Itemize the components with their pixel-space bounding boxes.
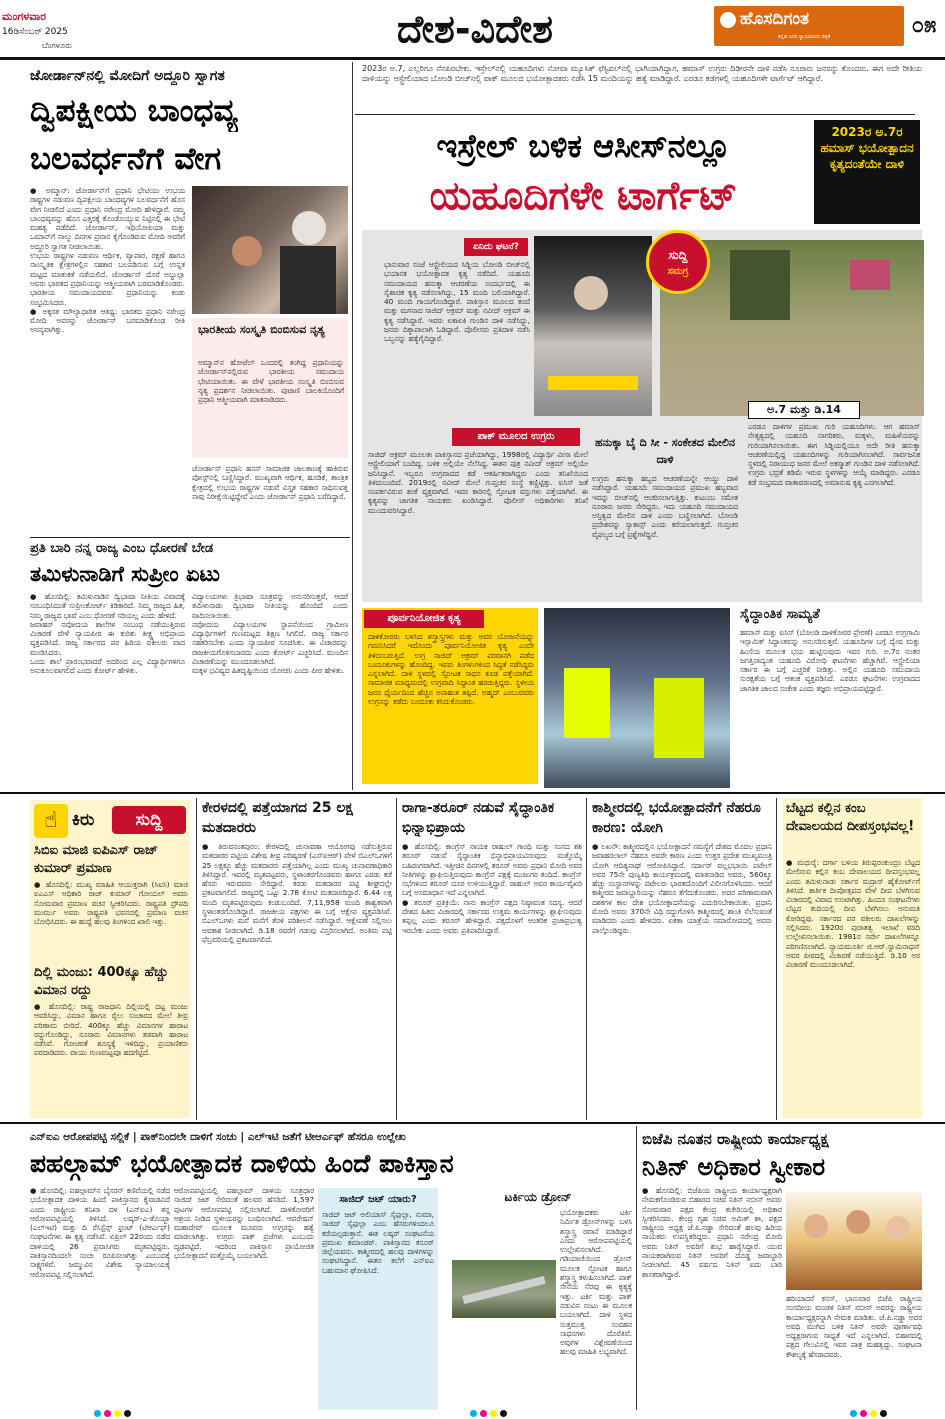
israel-hanukkah-text: ಉಗ್ರರು ಹನುಕ್ಕಾ ಹಬ್ಬದ ಆಚರಣೆಯನ್ನೇ ಆಯ್ದು ದಾಳಿ ನಡೆಸಿದ್ದಾರೆ. ಯಹೂದಿ ಸಮುದಾಯದ ಪ್ರಮುಖ ಹಬ್ಬವಾದ ಇದನ್ನು ಬೀಚ್‌ನಲ್ಲಿ ಆಚರಿಸಲಾಗುತ್ತಿತ್ತು. ಕುಟುಂಬ ಸಮೇತ ನೂರಾರು ಜನರು ಸೇರಿದ್ದರು. ಇದು ಯಹೂದಿ ಸಮುದಾಯದ ಅಸ್ತಿತ್ವದ ಮೇಲಿನ ದಾಳಿ ಎಂದು ಬಣ್ಣಿಸಲಾಗಿದೆ. ಬೋಂಡಿ ಪ್ರದೇಶವನ್ನು ಸ್ಯಾಕಾನ್ಸ್ ಎಂದು ಕರೆಯಲಾಗುತ್ತದೆ. ಗುಪ್ತಚರ ವೈಫಲ್ಯದ ಬಗ್ಗೆ ಪ್ರಶ್ನೆಗಳೆದ್ದಿವೆ.: [592, 474, 738, 539]
modi-box: [192, 318, 348, 458]
israel-ideo-title: ಸೈದ್ಧಾಂತಿಕ ಸಾಮ್ಯತೆ: [740, 607, 820, 622]
brand-name: ಹೊಸದಿಗಂತ: [740, 9, 810, 29]
temple-text: ● ಮಧುರೈ: ದರ್ಗಾ ಬಳಿಯ ತಿರುಪ್ಪರಂಕುಂದ್ರಂ ಬೆಟ್ಟದ ಮೇಲಿರುವ ಕಲ್ಲಿನ ಕಂಬ ದೇವಾಲಯದ ದೀಪಸ್ತಂಭವಲ್ಲ ಎಂದು ತಮಿಳುನಾಡು ಸರ್ಕಾರ ಮದ್ರಾಸ್ ಹೈಕೋರ್ಟ್‌ಗೆ ತಿಳಿಸಿದೆ. ಕಾರ್ತಿಕ ದೀಪೋತ್ಸವದ ವೇಳೆ ದೀಪ ಬೆಳಗಿಸುವ ವಿಚಾರದಲ್ಲಿ ವಿವಾದ ಉಂಟಾಗಿತ್ತು. ಹಿಂದೂ ಸಂಘಟನೆಗಳು ಬೆಟ್ಟದ ತುದಿಯಲ್ಲಿ ದೀಪ ಬೆಳಗಿಸಲು ಅನುಮತಿ ಕೋರಿದ್ದವು. ಸರ್ಕಾರದ ಪರ ವಕೀಲರು ದಾಖಲೆಗಳನ್ನು ಸಲ್ಲಿಸಿದರು. 1920ರ ಪುರಾತತ್ವ ಇಲಾಖೆ ವರದಿ ಉಲ್ಲೇಖಿಸಲಾಯಿತು. 1981ರ ಸರ್ವೇ ದಾಖಲೆಗಳನ್ನೂ ಪರಿಗಣಿಸಲಾಗಿದೆ. ನ್ಯಾಯಮೂರ್ತಿ ಜಿ.ಆರ್.ಸ್ವಾಮಿನಾಥನ್ ಅವರ ಪೀಠದಲ್ಲಿ ವಿಚಾರಣೆ ನಡೆಯುತ್ತಿದೆ. ಡಿ.10 ಅರ ವಿಚಾರಣೆ ಮುಂದೂಡಲಾಗಿದೆ.: [786, 858, 920, 970]
sc-kicker: ಪ್ರತಿ ಬಾರಿ ನನ್ನ ರಾಜ್ಯ ಎಂಬ ಧೋರಣೆ ಬೇಡ: [30, 541, 214, 556]
brand-logo-icon: [720, 12, 736, 28]
modi-kicker: ಜೋರ್ಡಾನ್‌ನಲ್ಲಿ ಮೋದಿಗೆ ಅದ್ದೂರಿ ಸ್ವಾಗತ: [30, 68, 225, 84]
israel-plan-text: ದಾಳಿಕೋರರು ಬಳಸಿದ ಶಸ್ತ್ರಾಸ್ತ್ರಗಳು ಮತ್ತು ಅವರ ಯೋಜನೆಯನ್ನು ಗಮನಿಸಿದರೆ ಇದೊಂದು ಪೂರ್ವನಿಯೋಜಿತ ಕೃತ್ಯ ಎಂದೇ ತಿಳಿದುಬರುತ್ತಿದೆ. ಉಗ್ರ ಸಾಜಿದ್ ಅಕ್ರಮ್ ಪರವಾನಗಿ ಪಡೆದ ಬಂದೂಕುಗಳನ್ನು ಹೊಂದಿದ್ದ. ಇವರು ತಿಂಗಳುಗಳಿಂದ ಸಿದ್ಧತೆ ನಡೆಸಿದ್ದರು ಎನ್ನಲಾಗಿದೆ. ದಾಳಿ ಸ್ಥಳದಲ್ಲಿ ಸ್ಫೋಟಕ ಸಾಧನ ಕೂಡ ಪತ್ತೆಯಾಗಿದೆ. ಸಾಮಾಜಿಕ ಮಾಧ್ಯಮದಲ್ಲಿ ಉಗ್ರವಾದಿ ಸಿದ್ಧಾಂತ ಹರಡುತ್ತಿದ್ದರು. ಸ್ಥಳೀಯ ಜನರ ಧೈರ್ಯದಿಂದ ಹೆಚ್ಚಿನ ಅನಾಹುತ ತಪ್ಪಿದೆ. ಅಹ್ಮದ್ ಎಂಬುವವರು ಉಗ್ರನನ್ನು ತಡೆದು ಬಂದೂಕು ಕಸಿದುಕೊಂಡರು.: [368, 632, 534, 707]
israel-stamp: [646, 230, 710, 294]
israel-pak-text: ಸಾಜಿದ್ ಅಕ್ರಮ್ ಮೂಲತಃ ಪಾಕಿಸ್ತಾನದ ಪ್ರಜೆಯಾಗಿದ್ದು, 1998ರಲ್ಲಿ ವಿದ್ಯಾರ್ಥಿ ವೀಸಾ ಮೇಲೆ ಆಸ್ಟ್ರೇಲಿಯಾಗೆ ಬಂದಿದ್ದ. ಬಳಿಕ ಅಲ್ಲಿಯೇ ನೆಲೆಸಿದ್ದ. ಈತನ ಪುತ್ರ ನವೀದ್ ಅಕ್ರಮ್ ಅಲ್ಲಿಯೇ ಜನಿಸಿದ್ದಾನೆ. ಇಬ್ಬರೂ ಉಗ್ರವಾದದ ಕಡೆ ಆಕರ್ಷಿತರಾಗಿದ್ದರು ಎಂದು ತನಿಖೆಯಿಂದ ತಿಳಿದುಬಂದಿದೆ. 2019ರಲ್ಲಿ ನವೀದ್ ಮೇಲೆ ಗುಪ್ತಚರ ಸಂಸ್ಥೆ ಕಣ್ಣಿಟ್ಟಿತ್ತು. ಐಸಿಸ್ ಜತೆ ಸಂಪರ್ಕವಿರುವ ಶಂಕೆ ವ್ಯಕ್ತವಾಗಿದೆ. ಇವರ ಕಾರಿನಲ್ಲಿ ಸ್ಫೋಟಕ ವಸ್ತುಗಳು ಪತ್ತೆಯಾಗಿವೆ. ಈ ಕೃತ್ಯವನ್ನು ಜಾಗತಿಕ ನಾಯಕರು ಖಂಡಿಸಿದ್ದಾರೆ. ಪೊಲೀಸ್ ಅಧಿಕಾರಿಗಳು ತನಿಖೆ ಮುಂದುವರಿಸಿದ್ದಾರೆ.: [368, 450, 588, 515]
tharoor-headline: ರಾಗಾ-ತರೂರ್ ನಡುವೆ ಸೈದ್ಧಾಂತಿಕ ಭಿನ್ನಾಭಿಪ್ರಾಯ: [402, 800, 555, 836]
page-number: ೦೫: [911, 13, 937, 38]
modi-headline-2: ಬಲವರ್ಧನೆಗೆ ವೇಗ: [30, 141, 222, 177]
israel-what-text: ಭಾನುವಾರ ಸಂಜೆ ಆಸ್ಟ್ರೇಲಿಯದ ಸಿಡ್ನಿಯ ಬೋಂಡಿ ಬೀಚ್‌ನಲ್ಲಿ ಭಯಾನಕ ಭಯೋತ್ಪಾದಕ ಕೃತ್ಯ ನಡೆದಿದೆ. ಯಹೂದಿ ಸಮುದಾಯದ ಹನುಕ್ಕಾ ಆಚರಣೆಯ ಸಂದರ್ಭದಲ್ಲಿ ಈ ಸೈಶಾಚಿಕ ಕೃತ್ಯ ನಡೆಸಲಾಗಿದ್ದು, 15 ಮಂದಿ ಬಲಿಯಾಗಿದ್ದಾರೆ. 40 ಮಂದಿ ಗಾಯಗೊಂಡಿದ್ದಾರೆ. ಪಾಕಿಸ್ತಾನ ಮೂಲದ ತಂದೆ ಮತ್ತು ಮಗನಾದ ಸಾಜಿದ್ ಅಕ್ರಮ್ ಮತ್ತು ನವೀದ್ ಅಕ್ರಮ್ ಈ ಕೃತ್ಯ ನಡೆಸಿದ್ದಾರೆ. ಇವರು ಏಕಾಏಕಿ ಗುಂಡಿನ ದಾಳಿ ನಡೆಸಿದ್ದು, ಜನರು ದಿಕ್ಕಾಪಾಲಾಗಿ ಓಡಿದ್ದಾರೆ. ಪೊಲೀಸರು ಪ್ರತಿದಾಳಿ ನಡೆಸಿ ಒಬ್ಬನನ್ನು ಹತ್ಯೆಗೈದಿದ್ದಾರೆ.: [384, 260, 530, 344]
bjp-photo: [786, 1192, 922, 1290]
nehru-text: ● ಲಖನೌ: ಕಾಶ್ಮೀರದಲ್ಲಿನ ಭಯೋತ್ಪಾದನೆ ಸಮಸ್ಯೆಗೆ ದೇಶದ ಮೊದಲ ಪ್ರಧಾನಿ ಜವಾಹರಲಾಲ್ ನೆಹರೂ ಅವರೇ ಕಾರಣ ಎಂದು ಉತ್ತರ ಪ್ರದೇಶ ಮುಖ್ಯಮಂತ್ರಿ ಯೋಗಿ ಆದಿತ್ಯನಾಥ್ ಆರೋಪಿಸಿದ್ದಾರೆ. ಸರ್ದಾರ್ ವಲ್ಲಭಭಾಯಿ ಪಟೇಲ್ ಅವರ 75ನೇ ಪುಣ್ಯತಿಥಿ ಕಾರ್ಯಕ್ರಮದಲ್ಲಿ ಮಾತನಾಡಿದ ಅವರು, 560ಕ್ಕೂ ಹೆಚ್ಚು ಸಂಸ್ಥಾನಗಳನ್ನು ಪಟೇಲರು ಭಾರತದೊಂದಿಗೆ ವಿಲೀನಗೊಳಿಸಿದರು. ಆದರೆ ಕಾಶ್ಮೀರದ ಜವಾಬ್ದಾರಿಯನ್ನು ನೆಹರೂ ತೆಗೆದುಕೊಂಡರು. ಅದರ ಪರಿಣಾಮವಾಗಿ ದಶಕಗಳ ಕಾಲ ದೇಶ ಭಯೋತ್ಪಾದನೆಯನ್ನು ಎದುರಿಸಬೇಕಾಯಿತು. ಪ್ರಧಾನಿ ಮೋದಿ ಅವರು 370ನೇ ವಿಧಿ ರದ್ದುಗೊಳಿಸಿ ಕಾಶ್ಮೀರದಲ್ಲಿ ಶಾಂತಿ ನೆಲೆಸುವಂತೆ ಮಾಡಿದರು ಎಂದು ಹೇಳಿದರು. ಏಕತಾ ಯಾತ್ರೆಯ ಸಮಾರೋಪದಲ್ಲಿ ಅವರು ಪಾಲ್ಗೊಂಡಿದ್ದರು.: [592, 842, 772, 935]
tharoor-text: ● ಹೊಸದಿಲ್ಲಿ: ಕಾಂಗ್ರೆಸ್ ನಾಯಕ ರಾಹುಲ್ ಗಾಂಧಿ ಮತ್ತು ಸಂಸದ ಶಶಿ ತರೂರ್ ನಡುವೆ ಸೈದ್ಧಾಂತಿಕ ಭಿನ್ನಾಭಿಪ್ರಾಯವಿರುವುದು ಮತ್ತೊಮ್ಮೆ ಬಹಿರಂಗವಾಗಿದೆ. ಇತ್ತೀಚಿನ ದಿನಗಳಲ್ಲಿ ತರೂರ್ ಅವರು ಪ್ರಧಾನಿ ಮೋದಿ ಅವರ ನೀತಿಗಳನ್ನು ಶ್ಲಾಘಿಸುತ್ತಿರುವುದು ಕಾಂಗ್ರೆಸ್ ಪಕ್ಷಕ್ಕೆ ಮುಜುಗರ ತಂದಿದೆ. ಕಾಂಗ್ರೆಸ್ ಸಭೆಗಳಿಂದ ತರೂರ್ ದೂರ ಉಳಿಯುತ್ತಿದ್ದಾರೆ. ರಾಹುಲ್ ಅವರ ಕಾರ್ಯವೈಖರಿ ಬಗ್ಗೆ ಅಸಮಾಧಾನ ಇದೆ ಎನ್ನಲಾಗಿದೆ. ● ತರೂರ್ ಪ್ರತಿಕ್ರಿಯೆ: ನಾನು ಕಾಂಗ್ರೆಸ್ ಪಕ್ಷದ ನಿಷ್ಠಾವಂತ ಸದಸ್ಯ. ಆದರೆ ದೇಶದ ಹಿತದ ವಿಚಾರದಲ್ಲಿ ಸರ್ಕಾರದ ಉತ್ತಮ ಕಾರ್ಯಗಳನ್ನು ಶ್ಲಾಘಿಸುವುದು ತಪ್ಪಲ್ಲ ಎಂದು ತರೂರ್ ಹೇಳಿದ್ದಾರೆ. ಪಕ್ಷದೊಳಗೆ ಆಂತರಿಕ ಪ್ರಜಾಪ್ರಭುತ್ವ ಇರಬೇಕು ಎಂದು ಅವರು ಪ್ರತಿಪಾದಿಸಿದ್ದಾರೆ.: [402, 842, 582, 935]
israel-headline-1: ಇಸ್ರೇಲ್ ಬಳಿಕ ಆಸೀಸ್‌ನಲ್ಲೂ: [436, 127, 731, 165]
israel-side-text: 2023ರ ಅ.7ರ ಹಮಾಸ್ ಭಯೋತ್ಪಾದನ ಕೃತ್ಯದಂತೆಯೇ ದಾಳಿ: [820, 125, 914, 171]
modi-box-title: ಭಾರತೀಯ ಸಂಸ್ಕೃತಿ ಬಿಂಬಿಸುವ ನೃತ್ಯ: [198, 323, 325, 336]
hand-icon: ☝: [34, 804, 68, 838]
kiru-item1-text: ● ಹೊಸದಿಲ್ಲಿ: ಮುಖ್ಯ ಮಾಹಿತಿ ಆಯುಕ್ತರಾಗಿ (ಸಿಐಸಿ) ಮಾಜಿ ಐಎಎಸ್ ಅಧಿಕಾರಿ ರಾಜ್ ಕುಮಾರ್ ಗೋಯಲ್ ಅವರು ಸೋಮವಾರ ಪ್ರಮಾಣ ವಚನ ಸ್ವೀಕರಿಸಿದರು. ರಾಷ್ಟ್ರಪತಿ ದ್ರೌಪದಿ ಮುರ್ಮು ಅವರು ರಾಷ್ಟ್ರಪತಿ ಭವನದಲ್ಲಿ ಪ್ರಮಾಣ ವಚನ ಬೋಧಿಸಿದರು. ಈ ಹುದ್ದೆ ಹಲವು ತಿಂಗಳಿಂದ ಖಾಲಿ ಇತ್ತು.: [34, 880, 188, 927]
modi-photo: [192, 186, 348, 314]
kiru-brand-b: ಸುದ್ದಿ: [112, 806, 186, 834]
nehru-headline: ಕಾಶ್ಮೀರದಲ್ಲಿ ಭಯೋತ್ಪಾದನೆಗೆ ನೆಹರೂ ಕಾರಣ: ಯೋಗಿ: [592, 800, 761, 836]
modi-headline-1: ದ್ವಿಪಕ್ಷೀಯ ಬಾಂಧವ್ಯ: [30, 93, 238, 129]
israel-pak-label: ಪಾಕ್ ಮೂಲದ ಉಗ್ರರು: [452, 428, 580, 446]
israel-side-box: [814, 120, 920, 224]
bjp-col-1: ● ಹೊಸದಿಲ್ಲಿ: ಬಿಜೆಪಿಯ ರಾಷ್ಟ್ರೀಯ ಕಾರ್ಯಾಧ್ಯಕ್ಷರಾಗಿ ನೇಮಕಗೊಂಡಿರುವ ಬಿಹಾರದ ಸಚಿವ ನಿತಿನ್ ನಬೀನ್ ಅವರು ಸೋಮವಾರ ಪಕ್ಷದ ಕೇಂದ್ರ ಕಚೇರಿಯಲ್ಲಿ ಅಧಿಕಾರ ಸ್ವೀಕರಿಸಿದರು. ಕೇಂದ್ರ ಗೃಹ ಸಚಿವ ಅಮಿತ್ ಶಾ, ಪಕ್ಷದ ರಾಷ್ಟ್ರೀಯ ಅಧ್ಯಕ್ಷ ಜೆ.ಪಿ.ನಡ್ಡಾ ಸೇರಿದಂತೆ ಹಲವು ಹಿರಿಯ ನಾಯಕರು ಉಪಸ್ಥಿತರಿದ್ದರು. ಪ್ರಧಾನಿ ನರೇಂದ್ರ ಮೋದಿ ಅವರು ನಿತಿನ್ ಅವರಿಗೆ ಶುಭ ಹಾರೈಸಿದ್ದಾರೆ. ಯುವ ನಾಯಕರಾಗಿರುವ ನಿತಿನ್ ಅವರಿಗೆ ದೊಡ್ಡ ಜವಾಬ್ದಾರಿ ನೀಡಲಾಗಿದೆ. 45 ವರ್ಷದ ನಿತಿನ್ ಐದು ಬಾರಿ ಶಾಸಕರಾಗಿದ್ದಾರೆ.: [642, 1186, 782, 1279]
sc-headline: ತಮಿಳುನಾಡಿಗೆ ಸುಪ್ರೀಂ ಏಟು: [30, 562, 220, 586]
kerala-headline: ಕೇರಳದಲ್ಲಿ ಪತ್ತೆಯಾಗದ 25 ಲಕ್ಷ ಮತದಾರರು: [202, 800, 353, 836]
pahalgam-headline: ಪಹಲ್ಗಾಮ್ ಭಯೋತ್ಪಾದಕ ದಾಳಿಯ ಹಿಂದೆ ಪಾಕಿಸ್ತಾನ: [30, 1149, 454, 1178]
bjp-kicker: ಬಿಜೆಪಿ ನೂತನ ರಾಷ್ಟ್ರೀಯ ಕಾರ್ಯಾಧ್ಯಕ್ಷ: [642, 1130, 829, 1148]
israel-right-text: ಎರಡೂ ದಾಳಿಗಳ ಪ್ರಮುಖ ಗುರಿ ಯಹೂದಿಗಳು. ಆಗ ಹಮಾಸ್ ನೇತೃತ್ವದಲ್ಲಿ ಯಹೂದಿ ನಾಗರಿಕರು, ಮಕ್ಕಳು, ಮಹಿಳೆಯರನ್ನು ಗುರಿಯಾಗಿಸಲಾಯಿತು. ಈಗ ಸಿಡ್ನಿಯಲ್ಲಿಯೂ ಅದೇ ರೀತಿ ಹನುಕ್ಕಾ ಆಚರಣೆಯಲ್ಲಿದ್ದ ಯಹೂದಿಗಳನ್ನು ಗುರಿಯಾಗಿಸಲಾಗಿದೆ. ಸಾರ್ವಜನಿಕ ಸ್ಥಳದಲ್ಲಿ ನಿರಾಯುಧ ಜನರ ಮೇಲೆ ಅಕಸ್ಮಾತ್ ಗುಂಡಿನ ದಾಳಿ ನಡೆಸಲಾಗಿದೆ. ಉಗ್ರರು ಭದ್ರತೆ ಕಡಿಮೆ ಇರುವ ಸ್ಥಳಗಳನ್ನು ಆಯ್ಕೆ ಮಾಡಿದ್ದರು. ಎರಡೂ ಕಡೆ ಸಂಭ್ರಮದ ವಾತಾವರಣದಲ್ಲಿ ಅಮಾನುಷ ಕೃತ್ಯ ಎಸಗಲಾಗಿದೆ.: [748, 422, 920, 487]
masthead: [0, 0, 945, 58]
kiru-item1-title: ಸಿಬಿಐ ಮಾಜಿ ಐಪಿಎಸ್ ರಾಜ್ ಕುಮಾರ್ ಪ್ರಮಾಣ: [34, 843, 158, 876]
modi-col-2: ಜೋರ್ಡಾನ್ ಪ್ರಧಾನಿ ಹಸನ್ ಸಾಮಾಜಿಕ ಜಾಲತಾಣಕ್ಕೆ ಹಾಕಿರುವ ಪೋಸ್ಟ್‌ನಲ್ಲಿ ಬಣ್ಣಿಸಿದ್ದಾರೆ. ಮುಖ್ಯವಾಗಿ ಆರ್ಥಿಕ, ಹೂಡಿಕೆ, ತಾಂತ್ರಿಕ ಕ್ಷೇತ್ರದಲ್ಲಿ ಉಭಯ ರಾಷ್ಟ್ರಗಳ ನಡುವೆ ವಿಸ್ತೃತ ಸಹಕಾರ ಸಾಧಿಸುವತ್ತ ನಾವು ನಿರೀಕ್ಷೆಯಿಟ್ಟಿದ್ದೇವೆ ಎಂದು ಜೋರ್ಡಾನ್ ಪ್ರಧಾನಿ ಬರೆದಿದ್ದಾರೆ.: [192, 464, 348, 501]
date-label: 16ಡಿಸೆಂಬರ್ 2025: [2, 27, 68, 37]
pahalgam-col-1: ● ಹೊಸದಿಲ್ಲಿ: ಪಹಲ್ಗಾಮ್‌ನ ಬೈಸರನ್ ಕಣಿವೆಯಲ್ಲಿ ನಡೆದ ಭಯೋತ್ಪಾದಕ ದಾಳಿಯ ಹಿಂದೆ ಪಾಕಿಸ್ತಾನದ ಕೈವಾಡವಿದೆ ಎಂದು ರಾಷ್ಟ್ರೀಯ ತನಿಖಾ ದಳ (ಎನ್ಐಎ) ತನ್ನ ಆರೋಪಪಟ್ಟಿಯಲ್ಲಿ ತಿಳಿಸಿದೆ. ಲಷ್ಕರ್-ಎ-ತೊಯ್ಬಾ (ಎಲ್ಇಟಿ) ಮತ್ತು ದಿ ರೆಸಿಸ್ಟೆನ್ಸ್ ಫ್ರಂಟ್ (ಟಿಆರ್ಎಫ್) ಸಂಘಟನೆಗಳು ಈ ಕೃತ್ಯ ನಡೆಸಿವೆ. ಏಪ್ರಿಲ್ 22ರಂದು ನಡೆದ ದಾಳಿಯಲ್ಲಿ 26 ಪ್ರವಾಸಿಗರು ಮೃತಪಟ್ಟಿದ್ದರು. ಪಾಕಿಸ್ತಾನದಿಂದಲೇ ಸಂಚು ರೂಪಿಸಲಾಗಿತ್ತು ಎಂಬುದಕ್ಕೆ ಸಾಕ್ಷ್ಯಗಳಿವೆ. ಜಮ್ಮುವಿನ ವಿಶೇಷ ನ್ಯಾಯಾಲಯಕ್ಕೆ ಆರೋಪಪಟ್ಟಿ ಸಲ್ಲಿಸಲಾಗಿದೆ.: [30, 1186, 170, 1279]
israel-intro: 2023ರ ಅ.7, ಎಲ್ಲರಿಗೂ ನೆನಪಿರಬೇಕು. ಇಸ್ರೇಲ್‌ನಲ್ಲಿ ಯಹೂದಿಗಳು ನೋವಾ ಮ್ಯೂಸಿಕ್ ಫೆಸ್ಟಿವಲ್‌ನಲ್ಲಿ ಭಾಗಿಯಾಗಿದ್ದಾಗ, ಹಮಾಸ್ ಉಗ್ರರು ದಿಢೀರನೇ ದಾಳಿ ನಡೆಸಿ ನೂರಾರು ಜನರನ್ನು ಕೊಂದರು. ಈಗ ಅದೇ ರೀತಿಯ ದಾಳಿಯನ್ನು ಆಸ್ಟ್ರೇಲಿಯಾದ ಬೋಂಡಿ ಬೀಚ್‌ನಲ್ಲಿ ಪಾಕ್ ಮೂಲದ ಭಯೋತ್ಪಾದಕರು ನಡೆಸಿ 15 ಮಂದಿಯನ್ನು ಹತ್ಯೆ ಮಾಡಿದ್ದಾರೆ. ಎರಡೂ ಕಡೆಗಳಲ್ಲಿ ಯಹೂದಿಗಳೇ ಟಾರ್ಗೆಟ್ ಆಗಿದ್ದಾರೆ.: [362, 64, 922, 83]
kiru-item2-title: ದಿಲ್ಲಿ ಮಂಜು: 400ಕ್ಕೂ ಹೆಚ್ಚು ವಿಮಾನ ರದ್ದು: [34, 965, 169, 998]
israel-what-label: ಏನಿದು ಘಟನೆ?: [464, 238, 528, 256]
bjp-headline: ನಿತಿನ್ ಅಧಿಕಾರ ಸ್ವೀಕಾರ: [642, 1153, 826, 1181]
section-title: ದೇಶ-ವಿದೇಶ: [397, 7, 553, 51]
sc-col-2: ವಿದ್ಯಾಲಯಗಳು ತ್ರಿಭಾಷಾ ಸೂತ್ರವನ್ನು ಅನುಸರಿಸುತ್ತವೆ, ಆದರೆ ತಮಿಳುನಾಡು ದ್ವಿಭಾಷಾ ನೀತಿಯನ್ನು ಹೊಂದಿದೆ ಎಂದು ವಾದಿಸಲಾಯಿತು. ನವೋದಯ ವಿದ್ಯಾಲಯಗಳ ಸ್ಥಾಪನೆಯಿಂದ ಗ್ರಾಮೀಣ ವಿದ್ಯಾರ್ಥಿಗಳಿಗೆ ಗುಣಮಟ್ಟದ ಶಿಕ್ಷಣ ಸಿಗಲಿದೆ. ರಾಜ್ಯ ಸರ್ಕಾರ ಸಹಕರಿಸಬೇಕು ಎಂದು ನ್ಯಾಯಪೀಠ ಸೂಚಿಸಿತು. ಈ ವಿಚಾರವನ್ನು ರಾಜಕೀಯಗೊಳಿಸಬಾರದು ಎಂದು ಕೋರ್ಟ್ ಎಚ್ಚರಿಸಿದೆ. ಮುಂದಿನ ವಿಚಾರಣೆಯನ್ನು ಮುಂದೂಡಲಾಗಿದೆ. ಮಕ್ಕಳ ಭವಿಷ್ಯದ ಹಿತದೃಷ್ಟಿಯಿಂದ ಯೋಚಿಸಿ ಎಂದು ಪೀಠ ಹೇಳಿತು.: [192, 592, 348, 676]
pahalgam-col-2: ಆರೋಪಪಟ್ಟಿಯಲ್ಲಿ ಪಹಲ್ಗಾಮ್ ದಾಳಿಯ ಸೂತ್ರಧಾರ ಸಾಜಿದ್ ಜಟ್ ಸೇರಿದಂತೆ ಹಲವರ ಹೆಸರಿದೆ. 1,597 ಪುಟಗಳ ಆರೋಪಪಟ್ಟಿ ಸಲ್ಲಿಸಲಾಗಿದೆ. ದಾಳಿಕೋರರಿಗೆ ಆಶ್ರಯ ನೀಡಿದ ಸ್ಥಳೀಯರನ್ನು ಬಂಧಿಸಲಾಗಿದೆ. ಆಪರೇಷನ್ ಮಹಾದೇವ್ ಮೂಲಕ ಮೂವರು ಉಗ್ರರನ್ನು ಹತ್ಯೆ ಮಾಡಲಾಗಿತ್ತು. ಉಗ್ರರು ಪಾಕ್ ಪ್ರಜೆಗಳು ಎಂಬುದು ದೃಢಪಟ್ಟಿದೆ. ಇದರಿಂದ ಪಾಕಿಸ್ತಾನ ಪ್ರಾಯೋಜಿತ ಭಯೋತ್ಪಾದನೆ ಮತ್ತೊಮ್ಮೆ ಬಯಲಾಗಿದೆ.: [174, 1186, 314, 1261]
israel-photo-1: [534, 236, 652, 416]
sajid-box-title: ಸಾಜಿದ್ ಜಟ್ ಯಾರು?: [339, 1194, 417, 1205]
kiru-item2-text: ● ಹೊಸದಿಲ್ಲಿ: ರಾಷ್ಟ್ರ ರಾಜಧಾನಿ ದಿಲ್ಲಿಯಲ್ಲಿ ದಟ್ಟ ಮಂಜು ಆವರಿಸಿದ್ದು, ವಿಮಾನ ಹಾಗೂ ರೈಲು ಸಂಚಾರದ ಮೇಲೆ ತೀವ್ರ ಪರಿಣಾಮ ಬೀರಿದೆ. 400ಕ್ಕೂ ಹೆಚ್ಚು ವಿಮಾನಗಳ ಹಾರಾಟ ರದ್ದುಗೊಂಡಿದ್ದು, ನೂರಾರು ವಿಮಾನಗಳು ತಡವಾಗಿ ಹಾರಾಟ ನಡೆಸಿವೆ. ಗೋಚರತೆ ಶೂನ್ಯಕ್ಕೆ ಇಳಿದಿದ್ದು, ಪ್ರಯಾಣಿಕರು ಪರದಾಡಿದರು. ವಾಯು ಗುಣಮಟ್ಟವೂ ಹದಗೆಟ್ಟಿದೆ.: [34, 1002, 188, 1058]
bjp-col-2: ಹರಿಯಾದರೆ ಕನಸ್, ಭಾನುವಾರ ಬಿಜೆಪಿ ರಾಷ್ಟ್ರೀಯ ಸಂಸದೀಯ ಮಂಡಳಿ ನಿತಿನ್ ನಬೀನ್ ಅವರನ್ನು ರಾಷ್ಟ್ರೀಯ ಕಾರ್ಯಾಧ್ಯಕ್ಷರನ್ನಾಗಿ ನೇಮಕ ಮಾಡಿತು. ಜೆ.ಪಿ.ನಡ್ಡಾ ಅವರ ಅವಧಿ ಮುಗಿದ ಬಳಿಕ ನಿತಿನ್ ಅವರೇ ಪೂರ್ಣಾವಧಿ ಅಧ್ಯಕ್ಷರಾಗುವ ಸಾಧ್ಯತೆ ಇದೆ ಎನ್ನಲಾಗಿದೆ. ಬಿಹಾರದಲ್ಲಿ ಪಕ್ಷದ ಗೆಲುವಿನಲ್ಲಿ ಇವರ ಪಾತ್ರ ಮಹತ್ವದ್ದು. ಸಂಘಟನಾ ಕೌಶಲ್ಯಕ್ಕೆ ಹೆಸರಾದವರು.: [786, 1294, 922, 1359]
pahalgam-kicker: ಎನ್ಐಎ ಆರೋಪಪಟ್ಟಿ ಸಲ್ಲಿಕೆ | ಪಾಕ್‌ನಿಂದಲೇ ದಾಳಿಗೆ ಸಂಚು | ಎಲ್ಇಟಿ ಜತೆಗೆ ಟೀಆರ್ಎಫ್ ಹೆಸರೂ ಉಲ್ಲೇಖ: [30, 1131, 406, 1143]
kiru-brand: [34, 802, 190, 840]
brand-tagline: ಕನ್ನಡ ಜನರ ಸ್ವಾಭಿಮಾನದ ಪತ್ರಿಕೆ: [778, 34, 831, 40]
brand-box: [714, 6, 904, 46]
stamp-line-1: ಸುದ್ದಿ: [668, 248, 688, 262]
israel-headline-2: ಯಹೂದಿಗಳೇ ಟಾರ್ಗೆಟ್: [429, 174, 738, 219]
sc-col-1: ● ಹೊಸದಿಲ್ಲಿ: ತಮಿಳುನಾಡಿನ ದ್ವಿಭಾಷಾ ನೀತಿಯ ವಿವಾದಕ್ಕೆ ಸಂಬಂಧಿಸಿದಂತೆ ಸುಪ್ರೀಂಕೋರ್ಟ್ ಕಿಡಿಕಾರಿದೆ. ನಿಮ್ಮ ರಾಜ್ಯದ ಹಿತ, ನಿಮ್ಮ ರಾಜ್ಯದ ಭಾಷೆ ಎಂಬ ಧೋರಣೆ ಸರಿಯಲ್ಲ ಎಂದು ಹೇಳಿದೆ. ಜವಾಹರ್ ನವೋದಯ ಶಾಲೆಗಳ ಸಂಬಂಧ ನಡೆಯುತ್ತಿರುವ ವಿಚಾರಣೆ ವೇಳೆ ನ್ಯಾಯಪೀಠ ಈ ಕುರಿತು ತೀಕ್ಷ್ಣ ಅಭಿಪ್ರಾಯ ವ್ಯಕ್ತಪಡಿಸಿದೆ. ರಾಜ್ಯ ಸರ್ಕಾರದ ಪರ ಹಿರಿಯ ವಕೀಲರು ವಾದ ಮಂಡಿಸಿದರು. ಒಂದು ಶಾಲೆ ಪ್ರಾರಂಭವಾದರೆ ಅದರಿಂದ ಎಲ್ಲ ವಿದ್ಯಾರ್ಥಿಗಳಿಗೂ ಅನುಕೂಲವಾಗಲಿದೆ ಎಂದು ಕೋರ್ಟ್ ಹೇಳಿತು.: [30, 592, 185, 676]
sajid-box-text: ಸಾಜಿದ್ ಜಟ್ ಅಲಿಯಾಸ್ ಸೈಫುಲ್ಲಾ, ನುಮಾ, ಸಾಜಿದ್ ಸೈಫುಲ್ಲಾ ಎಂಬ ಹೆಸರುಗಳಿಂದಲೂ ಕರೆಯಲ್ಪಡುತ್ತಾನೆ. ಈತ ಲಷ್ಕರ್ ಸಂಘಟನೆಯ ಪ್ರಮುಖ ಕಮಾಂಡರ್. ಪಾಕಿಸ್ತಾನದ ಕಸೂರ್ ಜಿಲ್ಲೆಯವನು. ಕಾಶ್ಮೀರದಲ್ಲಿ ಹಲವು ದಾಳಿಗಳನ್ನು ಸಂಘಟಿಸಿದ್ದಾನೆ. ಈತನ ತಲೆಗೆ ಎನ್ಐಎ ಬಹುಮಾನ ಘೋಷಿಸಿದೆ.: [322, 1210, 434, 1275]
israel-photo-3: [544, 608, 730, 788]
kerala-text: ● ತಿರುವನಂತಪುರಂ: ಕೇರಳದಲ್ಲಿ ಚುನಾವಣಾ ಆಯೋಗವು ನಡೆಸುತ್ತಿರುವ ಮತದಾರರ ಪಟ್ಟಿಯ ವಿಶೇಷ ತೀವ್ರ ಪರಿಷ್ಕರಣೆ (ಎಸ್ಐಆರ್) ವೇಳೆ ಬಿಎಲ್‌ಒಗಳಿಗೆ 25 ಲಕ್ಷಕ್ಕೂ ಹೆಚ್ಚು ಮತದಾರರು ಪತ್ತೆಯಾಗಿಲ್ಲ ಎಂದು ಮುಖ್ಯ ಚುನಾವಣಾಧಿಕಾರಿ ತಿಳಿಸಿದ್ದಾರೆ. ಇವರಲ್ಲಿ ಮೃತಪಟ್ಟವರು, ಸ್ಥಳಾಂತರಗೊಂಡವರು ಹಾಗೂ ಎರಡು ಕಡೆ ಹೆಸರು ಇರುವವರು ಸೇರಿದ್ದಾರೆ. ಕರಡು ಮತದಾರರ ಪಟ್ಟಿ ಶೀಘ್ರದಲ್ಲೇ ಪ್ರಕಟವಾಗಲಿದೆ. ರಾಜ್ಯದಲ್ಲಿ ಒಟ್ಟು 2.78 ಕೋಟಿ ಮತದಾರರಿದ್ದಾರೆ. 6.44 ಲಕ್ಷ ಮಂದಿ ಮೃತಪಟ್ಟಿರುವುದು ಕಂಡುಬಂದಿದೆ. 7,11,958 ಮಂದಿ ಶಾಶ್ವತವಾಗಿ ಸ್ಥಳಾಂತರಗೊಂಡಿದ್ದಾರೆ. ರಾಜಕೀಯ ಪಕ್ಷಗಳು ಈ ಬಗ್ಗೆ ಆಕ್ಷೇಪ ವ್ಯಕ್ತಪಡಿಸಿವೆ. ಬಿಎಲ್‌ಒಗಳು ಮನೆ ಮನೆಗೆ ತೆರಳಿ ಪರಿಶೀಲನೆ ನಡೆಸಿದ್ದಾರೆ. ಆಕ್ಷೇಪಣೆ ಸಲ್ಲಿಸಲು ಅವಕಾಶ ನೀಡಲಾಗಿದೆ. ಡಿ.18 ರವರೆಗೆ ಗಡುವು ವಿಸ್ತರಿಸಲಾಗಿದೆ. ಅಂತಿಮ ಪಟ್ಟಿ ಫೆಬ್ರವರಿಯಲ್ಲಿ ಪ್ರಕಟವಾಗಲಿದೆ.: [202, 842, 392, 944]
israel-hanukkah-title: ಹನುಕ್ಕಾ ಬೈ ದಿ ಸೀ - ಸಂಕೇತದ ಮೇಲಿನ ದಾಳಿ: [595, 436, 735, 466]
drone-title: ಟರ್ಕಿಯ ಡ್ರೋನ್: [504, 1190, 572, 1204]
drone-text: ಭಯೋತ್ಪಾದಕರು ಟರ್ಕಿ ನಿರ್ಮಿತ ಡ್ರೋನ್‌ಗಳನ್ನು ಬಳಸಿ ಶಸ್ತ್ರಾಸ್ತ್ರ ರವಾನೆ ಮಾಡಿದ್ದಾರೆ ಎಂದು ಆರೋಪಪಟ್ಟಿಯಲ್ಲಿ ಉಲ್ಲೇಖಿಸಲಾಗಿದೆ. ಗಡಿಯಾಚೆಯಿಂದ ಡ್ರೋನ್ ಮೂಲಕ ಸ್ಫೋಟಕ ಹಾಗೂ ಶಸ್ತ್ರಾಸ್ತ್ರ ಕಳುಹಿಸಲಾಗಿದೆ. ಪಾಕ್ ಸೇನೆಯ ನೆರವು ಈ ಕೃತ್ಯಕ್ಕೆ ಇತ್ತು. ಟರ್ಕಿ ಮತ್ತು ಪಾಕ್ ನಡುವಿನ ನಂಟು ಈ ಮೂಲಕ ಬಯಲಾಗಿದೆ. ದಾಳಿ ಸ್ಥಳದ ಸುತ್ತಮುತ್ತ ಸಂವಹನ ಸಾಧನಗಳು ದೊರೆತಿವೆ. ಅವುಗಳ ವಿಶ್ಲೇಷಣೆಯಿಂದ ಹಲವು ಮಾಹಿತಿ ಲಭ್ಯವಾಗಿದೆ.: [560, 1208, 632, 1357]
israel-ideo-text: ಹಮಾಸ್ ಮತ್ತು ಐಸಿಸ್ (ಬೋಂಡಿ ದಾಳಿಕೋರರ ಪ್ರೇರಣೆ) ಎರಡೂ ಉಗ್ರಗಾಮಿ ಇಸ್ಲಾಮಿಕ್ ಸಿದ್ಧಾಂತವನ್ನು ಅನುಸರಿಸುತ್ತವೆ. ಯಹೂದಿಗಳ ಬಗ್ಗೆ ದ್ವೇಷ ಮತ್ತು ಹಿಂಸೆಯ ಮೂಲಕ ಭಯ ಹುಟ್ಟಿಸುವುದು ಇವರ ಗುರಿ. ಅ.7ರ ನಂತರ ಜಗತ್ತಿನಾದ್ಯಂತ ಯಹೂದಿ ವಿರೋಧಿ ಘಟನೆಗಳು ಹೆಚ್ಚಾಗಿವೆ. ಆಸ್ಟ್ರೇಲಿಯಾ ಸರ್ಕಾರ ಈ ಬಗ್ಗೆ ಎಚ್ಚರಿಕೆ ನೀಡಿತ್ತು. ಅಲ್ಲಿನ ಯಹೂದಿ ಸಮುದಾಯ ಸುರಕ್ಷತೆಯ ಬಗ್ಗೆ ಆತಂಕ ವ್ಯಕ್ತಪಡಿಸಿದೆ. ಎರಡೂ ಘಟನೆಗಳು ಉಗ್ರವಾದದ ಜಾಗತಿಕ ಜಾಲದ ಸಂಕೇತ ಎಂದು ತಜ್ಞರು ಅಭಿಪ್ರಾಯಪಟ್ಟಿದ್ದಾರೆ.: [740, 628, 920, 693]
day-label: ಮಂಗಳವಾರ: [2, 10, 47, 23]
kiru-brand-a: ಕಿರು: [72, 810, 95, 830]
modi-col-1: ● ಅಮ್ಮಾನ್: ಜೋರ್ಡಾನ್‌ಗೆ ಪ್ರಧಾನಿ ಭೇಟಿಯು ಉಭಯ ರಾಷ್ಟ್ರಗಳ ನಡುವಣ ದ್ವಿಪಕ್ಷೀಯ ಬಾಂಧವ್ಯಗಳ ಬಲವರ್ಧನೆಗೆ ಹೊಸ ವೇಗ ನೀಡಲಿದೆ ಎಂದು ಪ್ರಧಾನಿ ನರೇಂದ್ರ ಮೋದಿ ಹೇಳಿದ್ದಾರೆ. ನಮ್ಮ ಬಾಂಧವ್ಯವನ್ನು ಹೊಸ ಎತ್ತರಕ್ಕೆ ಕೊಂಡೊಯ್ಯುವ ನಿಟ್ಟಿನಲ್ಲಿ ಈ ಭೇಟಿ ಮಹತ್ವ ಪಡೆದಿದೆ. ಜೋರ್ಡಾನ್, ಇಥಿಯೋಪಿಯಾ ಮತ್ತು ಒಮಾನ್‌ಗೆ ನಾಲ್ಕು ದಿನಗಳ ಪ್ರವಾಸ ಕೈಗೊಂಡಿರುವ ಮೋದಿ ಅವರಿಗೆ ಅದ್ದೂರಿ ಸ್ವಾಗತ ನೀಡಲಾಯಿತು. ಉಭಯ ರಾಷ್ಟ್ರಗಳ ನಡುವಣ ಆರ್ಥಿಕ, ವ್ಯಾಪಾರ, ರಕ್ಷಣೆ ಹಾಗೂ ಸಾಂಸ್ಕೃತಿಕ ಕ್ಷೇತ್ರಗಳಲ್ಲಿನ ಸಹಕಾರ ಬಲಪಡಿಸುವ ಬಗ್ಗೆ ಉನ್ನತ ಮಟ್ಟದ ಮಾತುಕತೆ ನಡೆಯಲಿದೆ. ಜೋರ್ಡಾನ್ ದೊರೆ ಅಬ್ದುಲ್ಲಾ ಅವರು ಭಾರತದ ಪ್ರಧಾನಿಯನ್ನು ಆತ್ಮೀಯವಾಗಿ ಬರಮಾಡಿಕೊಂಡರು. ಭಾರತೀಯ ಸಮುದಾಯದವರು ಪ್ರಧಾನಿಯನ್ನು ಕಂಡು ಸಂಭ್ರಮಿಸಿದರು. ● ಅಕ್ಕರತ ಮೌಲ್ಯಾಧಾರಿತ ಆತಿಥ್ಯ: ಭಾರತದ ಪ್ರಧಾನಿ ನರೇಂದ್ರ ಮೋದಿ ಅವರನ್ನು ಜೋರ್ಡಾನ್ ಬರಮಾಡಿಕೊಂಡ ರೀತಿ ಅನನ್ಯವಾಗಿತ್ತು.: [30, 186, 185, 335]
israel-plan-label: ಪೂರ್ವನಿಯೋಜಿತ ಕೃತ್ಯ: [364, 610, 484, 628]
city-label: ಬೆಂಗಳೂರು: [42, 41, 72, 50]
sajid-box: [318, 1188, 438, 1410]
israel-date-tag: ಅ.7 ಮತ್ತು ಡಿ.14: [748, 401, 860, 419]
temple-headline: ಬೆಟ್ಟದ ಕಲ್ಲಿನ ಕಂಬ ದೇವಾಲಯದ ದೀಪಸ್ತಂಭವಲ್ಲ!: [786, 801, 915, 834]
stamp-line-2: ಸಮಗ್ರ: [667, 266, 689, 277]
modi-box-text: ಅಮ್ಮಾನ್‌ನ ಹೋಟೆಲ್ ಒಂದರಲ್ಲಿ ತಂಗಿದ್ದ ಪ್ರಧಾನಿಯನ್ನು ಜೋರ್ಡಾನ್‌ನಲ್ಲಿರುವ ಭಾರತೀಯ ಸಮುದಾಯ ಭೇಟಿಯಾಯಿತು. ಈ ವೇಳೆ ಭಾರತೀಯ ಸಂಸ್ಕೃತಿ ಬಿಂಬಿಸುವ ನೃತ್ಯ ಪ್ರದರ್ಶನ ನೀಡಲಾಯಿತು. ಪುಟಾಣಿ ಬಾಲಕಿಯೊಂದಿಗೆ ಪ್ರಧಾನಿ ಆತ್ಮೀಯವಾಗಿ ಮಾತನಾಡಿದರು.: [198, 358, 344, 405]
date-box: [2, 10, 152, 54]
